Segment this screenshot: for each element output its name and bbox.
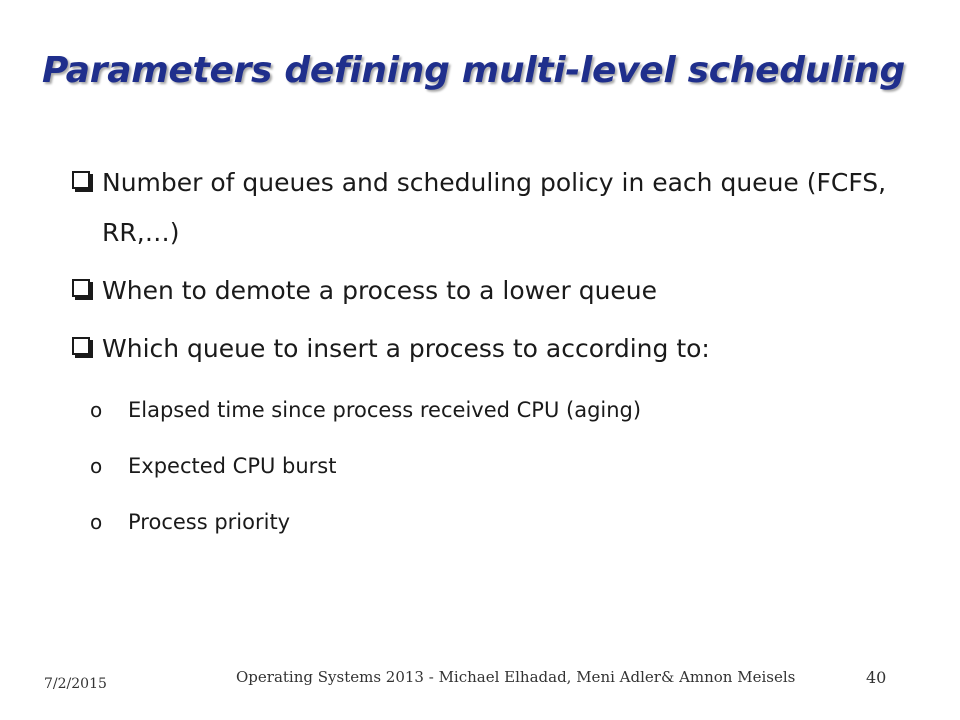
circle-marker-icon: o [90, 454, 103, 478]
bullet-text: When to demote a process to a lower queue [102, 276, 658, 305]
slide-title: Parameters defining multi-level scheduling [42, 50, 905, 91]
sub-bullet-item [70, 494, 930, 550]
bullet-item [70, 158, 930, 258]
sub-bullet-item [70, 438, 930, 494]
bullet-item [70, 266, 930, 316]
bullet-text: Number of queues and scheduling policy in each queue (FCFS, RR,…) [102, 168, 887, 247]
circle-marker-icon: o [90, 510, 103, 534]
checkbox-square-icon [72, 279, 90, 297]
footer-date: 7/2/2015 [44, 676, 107, 692]
bullet-item [70, 324, 930, 374]
checkbox-square-icon [72, 337, 90, 355]
checkbox-square-icon [72, 171, 90, 189]
sub-bullet-item [70, 382, 930, 438]
circle-marker-icon: o [90, 398, 103, 422]
bullet-list [70, 158, 930, 550]
sub-bullet-text: Elapsed time since process received CPU (aging) [128, 398, 642, 422]
sub-bullet-text: Expected CPU burst [128, 454, 337, 478]
footer-credit: Operating Systems 2013 - Michael Elhadad, Meni Adler& Amnon Meisels [236, 668, 796, 686]
page-number: 40 [866, 668, 887, 687]
bullet-text: Which queue to insert a process to according to: [102, 334, 710, 363]
sub-bullet-text: Process priority [128, 510, 291, 534]
